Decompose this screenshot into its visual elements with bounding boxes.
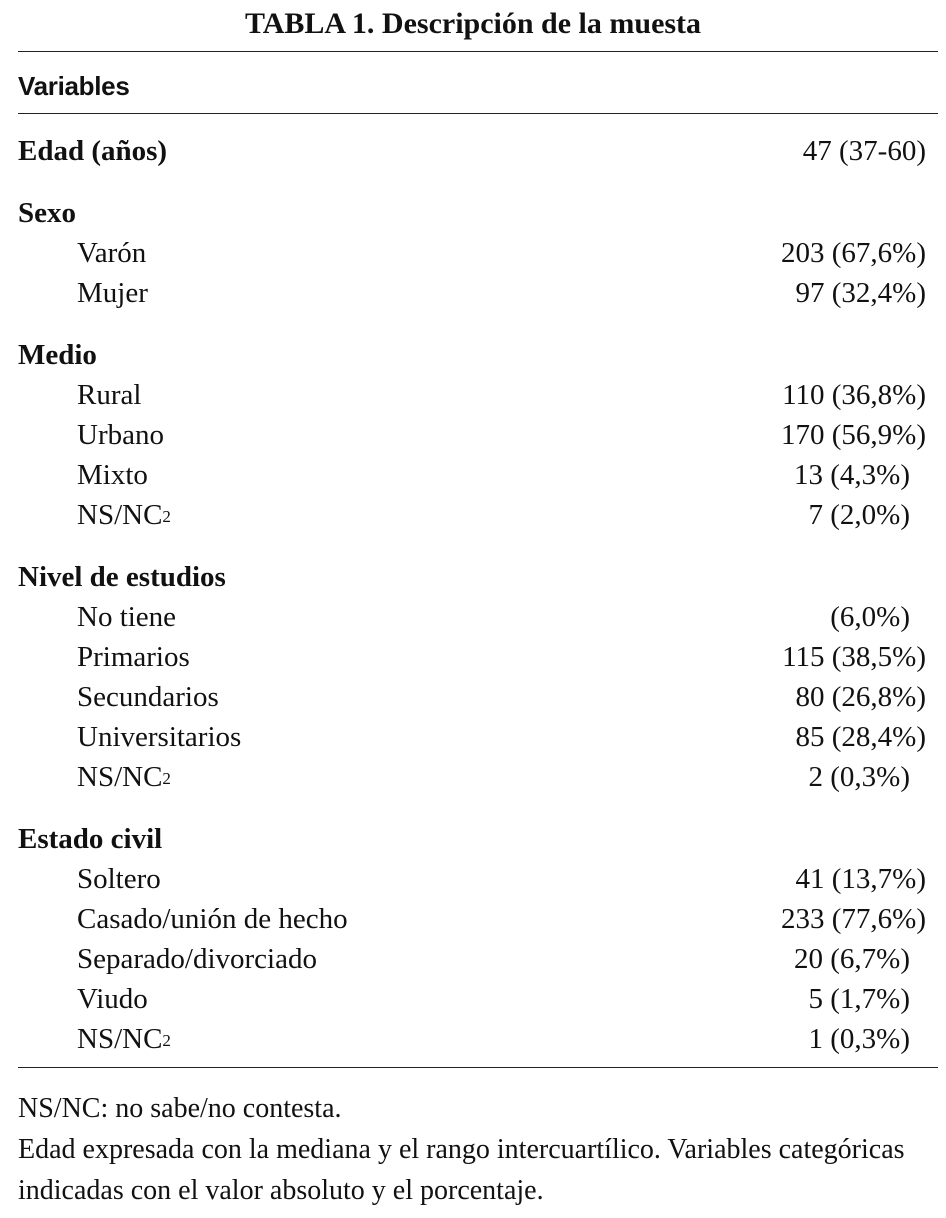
row-label: Primarios (77, 641, 190, 673)
row-value: 5 (1,7%) (808, 983, 910, 1015)
row-value: 2 (0,3%) (808, 761, 910, 793)
table-row (18, 233, 926, 273)
footnote-marker: 2 (162, 507, 171, 526)
row-label: Soltero (77, 863, 161, 895)
table-row (18, 597, 926, 637)
row-value: 170 (56,9%) (781, 419, 926, 451)
row-label: Separado/divorciado (77, 943, 317, 975)
section-heading: Sexo (18, 197, 76, 229)
row-label: Casado/unión de hecho (77, 903, 348, 935)
row-label: Universitarios (77, 721, 242, 753)
row-label: Edad (años) (18, 135, 168, 167)
note-methods: Edad expresada con la mediana y el rango intercuartílico. Variables categóricas indicadas con el valor absoluto y el porcentaje. (18, 1134, 905, 1206)
section-heading-nivel-estudios (18, 557, 926, 597)
table-row-edad (18, 131, 926, 171)
table-row (18, 757, 926, 797)
section-heading: Nivel de estudios (18, 561, 226, 593)
table-title: TABLA 1. Descripción de la muesta (244, 7, 702, 40)
table-row (18, 899, 926, 939)
table-row (18, 859, 926, 899)
row-label: Mixto (77, 459, 148, 491)
row-label: Varón (77, 237, 147, 269)
section-heading: Estado civil (18, 823, 163, 855)
header-rule (18, 113, 938, 114)
footnote-marker: 2 (162, 1031, 171, 1050)
section-heading-sexo (18, 193, 926, 233)
row-label: Secundarios (77, 681, 219, 713)
table-row (18, 637, 926, 677)
table-row (18, 717, 926, 757)
row-value: (6,0%) (830, 601, 910, 633)
row-value: 7 (2,0%) (808, 499, 910, 531)
row-value: 85 (28,4%) (795, 721, 926, 753)
column-header-variables: Variables (18, 71, 130, 101)
section-heading: Medio (18, 339, 97, 371)
note-abbreviation: NS/NC: no sabe/no contesta. (18, 1093, 342, 1124)
section-heading-estado-civil (18, 819, 926, 859)
row-label: $NS/NC^2$ (77, 1023, 171, 1055)
bottom-rule (18, 1067, 938, 1068)
table-row (18, 1019, 926, 1059)
table-row (18, 979, 926, 1019)
table-row (18, 455, 926, 495)
table-row (18, 939, 926, 979)
row-label: Urbano (77, 419, 164, 451)
row-label: Rural (77, 379, 142, 411)
footnote-marker: 2 (162, 769, 171, 788)
table-notes (18, 1088, 933, 1211)
row-value: 20 (6,7%) (794, 943, 910, 975)
row-value: 47 (37-60) (802, 135, 926, 167)
row-label: $NS/NC^2$ (77, 499, 171, 531)
row-value: 41 (13,7%) (795, 863, 926, 895)
row-label: Viudo (77, 983, 148, 1015)
section-heading-medio (18, 335, 926, 375)
table-row (18, 495, 926, 535)
row-value: 1 (0,3%) (808, 1023, 910, 1055)
row-value: 97 (32,4%) (795, 277, 926, 309)
table-row (18, 375, 926, 415)
row-value: 233 (77,6%) (781, 903, 926, 935)
row-value: 80 (26,8%) (795, 681, 926, 713)
table-row (18, 677, 926, 717)
row-value: 203 (67,6%) (781, 237, 926, 269)
row-value: 13 (4,3%) (794, 459, 910, 491)
table-row (18, 415, 926, 455)
row-value: 115 (38,5%) (782, 641, 926, 673)
row-value: 110 (36,8%) (782, 379, 926, 411)
top-rule (18, 51, 938, 52)
row-label: $NS/NC^2$ (77, 761, 171, 793)
table-row (18, 273, 926, 313)
row-label: Mujer (77, 277, 148, 309)
row-label: No tiene (77, 601, 177, 633)
table-body (18, 130, 926, 1059)
